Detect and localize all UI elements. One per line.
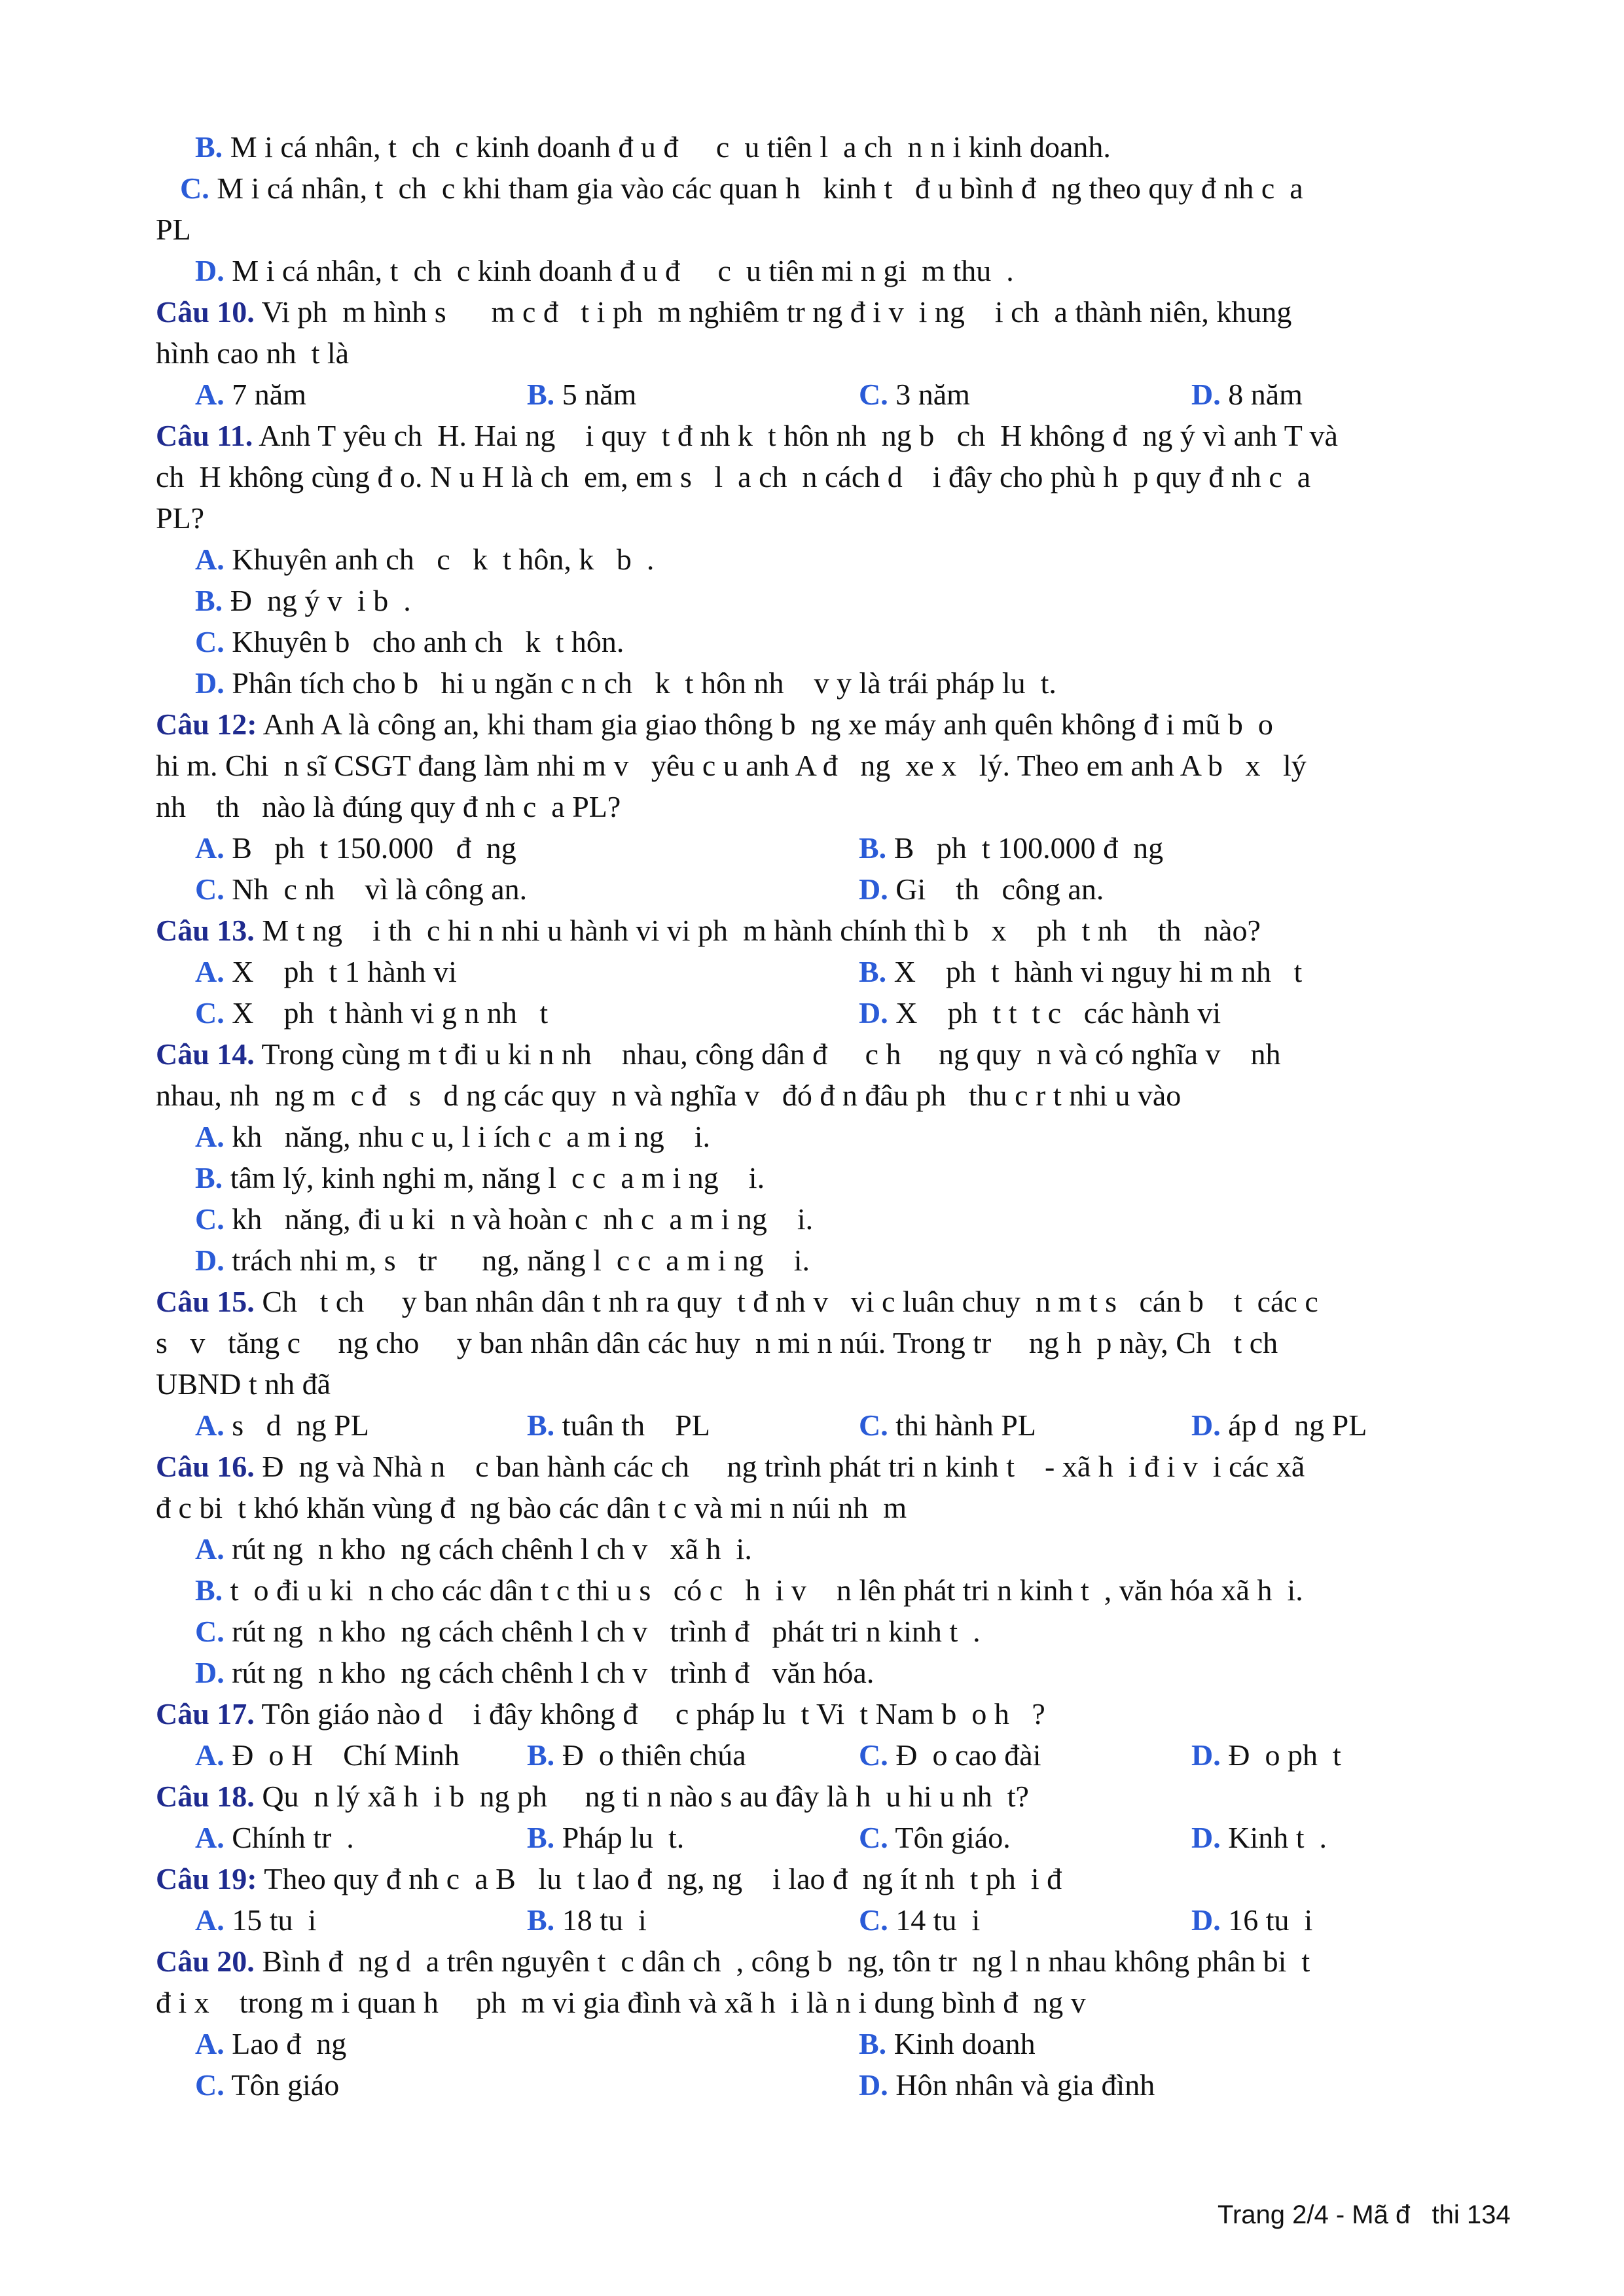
line-text: Đ o thiên chúa [554,1738,746,1772]
option-line [859,1406,1036,1445]
line-text: Đ ng và Nhà n c ban hành các ch ng trình phát tri n kinh t - xã h i đ i v i các xã [254,1450,1305,1483]
option-label: D. [1191,1408,1221,1442]
option-line [859,952,1302,992]
option-line [195,1571,1303,1610]
option-line [195,1653,874,1693]
option-label: C. [859,1903,888,1937]
option-label: D. [859,2068,888,2102]
line-text: Ch t ch y ban nhân dân t nh ra quy t đ nh v vi c luân chuy n m t s cán b t các c [254,1285,1318,1318]
option-label: D. [1191,378,1221,411]
line-text: Tôn giáo [224,2068,340,2102]
option-label: C. [195,996,225,1030]
question-number: Câu 18. [156,1780,255,1813]
option-label: A. [195,955,225,988]
option-line [195,1901,316,1940]
option-label: C. [180,171,209,205]
option-line [1191,1818,1327,1857]
line-text: M i cá nhân, t ch c khi tham gia vào các quan h kinh t đ u bình đ ng theo quy đ nh c a [209,171,1303,205]
line-text: Đ o H Chí Minh [224,1738,460,1772]
line-text: hi m. Chi n sĩ CSGT đang làm nhi m v yêu c u anh A đ ng xe x lý. Theo em anh A b x lý [156,749,1307,782]
option-label: D. [195,1656,225,1689]
option-line [195,540,654,579]
option-line [195,1117,710,1157]
line-text: Anh T yêu ch H. Hai ng i quy t đ nh k t hôn nh ng b ch H không đ ng ý vì anh T và [253,419,1338,452]
option-line [195,622,624,662]
text-line [156,787,621,827]
option-line [195,1406,369,1445]
line-text: Đ ng ý v i b . [223,584,411,617]
option-line [195,375,306,414]
option-line [195,1818,354,1857]
option-line [195,664,1056,703]
question-number: Câu 20. [156,1945,255,1978]
line-text: Kinh doanh [886,2027,1036,2060]
line-text: 14 tu i [888,1903,981,1937]
line-text: B ph t 150.000 đ ng [224,831,516,865]
option-line [195,829,516,868]
line-text: Phân tích cho b hi u ngăn c n ch k t hôn nh v y là trái pháp lu t. [224,666,1056,700]
line-text: M t ng i th c hi n nhi u hành vi vi ph m hành chính thì b x ph t nh th nào? [254,914,1261,947]
line-text: Vi ph m hình s m c đ t i ph m nghiêm tr ng đ i v i ng i ch a thành niên, khung [254,295,1292,329]
line-text: Nh c nh vì là công an. [224,872,528,906]
option-label: B. [195,1161,223,1194]
option-line [859,994,1221,1033]
line-text: hình cao nh t là [156,336,350,370]
option-line [195,1612,981,1651]
line-text: Khuyên b cho anh ch k t hôn. [224,625,624,658]
question-line [156,293,1291,332]
option-label: B. [859,2027,887,2060]
line-text: Theo quy đ nh c a B lu t lao đ ng, ng i lao đ ng ít nh t ph i đ [257,1862,1062,1895]
question-line [156,1695,1045,1734]
option-label: D. [1191,1903,1221,1937]
option-label: C. [195,2068,225,2102]
option-label: B. [195,584,223,617]
option-line [195,1158,765,1198]
page-footer: Trang 2/4 - Mã đ thi 134 [1218,2200,1511,2229]
option-label: A. [195,2027,225,2060]
question-line [156,1859,1062,1899]
line-text: Kinh t . [1220,1821,1327,1854]
line-text: 18 tu i [554,1903,647,1937]
option-line [527,375,636,414]
line-text: tuân th PL [554,1408,710,1442]
line-text: đ c bi t khó khăn vùng đ ng bào các dân t c và mi n núi nh m [156,1491,907,1524]
option-line [195,1241,810,1280]
question-number: Câu 19: [156,1862,257,1895]
line-text: s v tăng c ng cho y ban nhân dân các huy n mi n núi. Trong tr ng h p này, Ch t ch [156,1326,1278,1359]
option-label: C. [195,625,225,658]
line-text: t o đi u ki n cho các dân t c thi u s có c h i v n lên phát tri n kinh t , văn hóa xã h i. [223,1573,1303,1607]
text-line [156,210,191,249]
line-text: rút ng n kho ng cách chênh l ch v xã h i. [224,1532,752,1566]
question-line [156,1282,1318,1321]
question-number: Câu 12: [156,708,257,741]
question-line [156,1777,1029,1816]
line-text: Gi th công an. [888,872,1104,906]
option-label: A. [195,831,225,865]
line-text: 15 tu i [224,1903,317,1937]
line-text: Lao đ ng [224,2027,347,2060]
option-label: A. [195,378,225,411]
line-text: Hôn nhân và gia đình [888,2068,1155,2102]
option-line [527,1901,647,1940]
option-line [195,2024,346,2064]
line-text: kh năng, nhu c u, l i ích c a m i ng i. [224,1120,711,1153]
line-text: Tôn giáo nào d i đây không đ c pháp lu t Vi t Nam b o h ? [254,1697,1045,1731]
line-text: tâm lý, kinh nghi m, năng l c c a m i ng i. [223,1161,765,1194]
option-line [195,251,1014,291]
line-text: 3 năm [888,378,970,411]
question-line [156,416,1338,456]
option-line [195,1200,813,1239]
line-text: X ph t t t c các hành vi [888,996,1221,1030]
question-number: Câu 15. [156,1285,255,1318]
option-label: B. [527,1738,555,1772]
line-text: 8 năm [1220,378,1303,411]
option-label: D. [859,872,888,906]
line-text: Trong cùng m t đi u ki n nh nhau, công dân đ c h ng quy n và có nghĩa v nh [254,1037,1281,1071]
text-line [156,457,1310,497]
line-text: M i cá nhân, t ch c kinh doanh đ u đ c u tiên l a ch n n i kinh doanh. [223,130,1111,164]
question-number: Câu 11. [156,419,253,452]
option-line [527,1818,684,1857]
option-label: D. [195,666,225,700]
option-line [195,994,548,1033]
option-line [195,128,1111,167]
option-line [1191,375,1303,414]
line-text: trách nhi m, s tr ng, năng l c c a m i ng i. [224,1244,810,1277]
option-line [859,1901,980,1940]
option-label: A. [195,1408,225,1442]
line-text: rút ng n kho ng cách chênh l ch v trình đ văn hóa. [224,1656,875,1689]
option-label: B. [859,955,887,988]
option-line [859,1736,1041,1775]
line-text: M i cá nhân, t ch c kinh doanh đ u đ c u tiên mi n gi m thu . [224,254,1014,287]
question-number: Câu 13. [156,914,255,947]
option-line [859,2066,1155,2105]
option-line [1191,1406,1367,1445]
option-line [1191,1736,1341,1775]
option-label: B. [859,831,887,865]
option-label: C. [859,378,888,411]
option-label: B. [527,1408,555,1442]
option-label: D. [1191,1821,1221,1854]
option-label: B. [527,378,555,411]
option-line [859,375,970,414]
option-label: D. [195,254,225,287]
text-line [156,1365,331,1404]
line-text: thi hành PL [888,1408,1036,1442]
line-text: Tôn giáo. [888,1821,1011,1854]
line-text: 16 tu i [1220,1903,1313,1937]
option-label: B. [527,1821,555,1854]
option-line [1191,1901,1312,1940]
option-label: D. [195,1244,225,1277]
option-label: C. [195,1202,225,1236]
line-text: Đ o cao đài [888,1738,1041,1772]
line-text: ch H không cùng đ o. N u H là ch em, em s l a ch n cách d i đây cho phù h p quy đ nh c a [156,460,1311,493]
text-line [156,499,204,538]
option-line [859,2024,1036,2064]
text-line [156,334,349,373]
line-text: Bình đ ng d a trên nguyên t c dân ch , công b ng, tôn tr ng l n nhau không phân bi t [254,1945,1310,1978]
option-label: C. [859,1738,888,1772]
line-text: X ph t 1 hành vi [224,955,457,988]
question-number: Câu 10. [156,295,255,329]
option-label: D. [859,996,888,1030]
option-label: B. [195,1573,223,1607]
question-number: Câu 14. [156,1037,255,1071]
line-text: Pháp lu t. [554,1821,685,1854]
question-line [156,1447,1305,1486]
text-line [156,1076,1181,1115]
option-line [527,1406,710,1445]
option-label: A. [195,543,225,576]
line-text: Qu n lý xã h i b ng ph ng ti n nào s au đây là h u hi u nh t? [254,1780,1029,1813]
line-text: Khuyên anh ch c k t hôn, k b . [224,543,655,576]
question-line [156,1942,1310,1981]
question-line [156,1035,1281,1074]
line-text: đ i x trong m i quan h ph m vi gia đình và xã h i là n i dung bình đ ng v [156,1986,1086,2019]
question-number: Câu 16. [156,1450,255,1483]
option-label: A. [195,1821,225,1854]
option-label: A. [195,1738,225,1772]
text-line [156,1983,1086,2022]
option-label: A. [195,1903,225,1937]
line-text: X ph t hành vi g n nh t [224,996,549,1030]
line-text: áp d ng PL [1220,1408,1367,1442]
option-line [859,829,1163,868]
option-label: C. [859,1408,888,1442]
option-line [195,1530,752,1569]
text-line [156,1488,907,1528]
option-line [180,169,1303,208]
question-line [156,911,1261,950]
line-text: nhau, nh ng m c đ s d ng các quy n và nghĩa v đó đ n đâu ph thu c r t nhi u vào [156,1079,1182,1112]
option-label: D. [1191,1738,1221,1772]
option-label: A. [195,1120,225,1153]
line-text: Chính tr . [224,1821,354,1854]
line-text: 7 năm [224,378,306,411]
question-number: Câu 17. [156,1697,255,1731]
option-line [527,1736,746,1775]
line-text: nh th nào là đúng quy đ nh c a PL? [156,790,621,823]
option-label: C. [195,872,225,906]
option-line [195,2066,339,2105]
line-text: B ph t 100.000 đ ng [886,831,1164,865]
question-line [156,705,1273,744]
line-text: kh năng, đi u ki n và hoàn c nh c a m i ng i. [224,1202,814,1236]
option-line [195,870,527,909]
line-text: Đ o ph t [1220,1738,1341,1772]
option-label: B. [195,130,223,164]
option-label: A. [195,1532,225,1566]
line-text: PL [156,213,191,246]
line-text: 5 năm [554,378,637,411]
option-label: C. [195,1615,225,1648]
option-line [859,870,1104,909]
line-text: Anh A là công an, khi tham gia giao thông b ng xe máy anh quên không đ i mũ b o [257,708,1273,741]
option-line [195,581,411,620]
option-label: C. [859,1821,888,1854]
option-line [195,952,457,992]
text-line [156,746,1307,785]
line-text: UBND t nh đã [156,1367,331,1401]
option-line [195,1736,460,1775]
line-text: X ph t hành vi nguy hi m nh t [886,955,1303,988]
option-label: B. [527,1903,555,1937]
line-text: s d ng PL [224,1408,369,1442]
line-text: rút ng n kho ng cách chênh l ch v trình đ phát tri n kinh t . [224,1615,981,1648]
option-line [859,1818,1011,1857]
line-text: PL? [156,501,205,535]
text-line [156,1323,1278,1363]
